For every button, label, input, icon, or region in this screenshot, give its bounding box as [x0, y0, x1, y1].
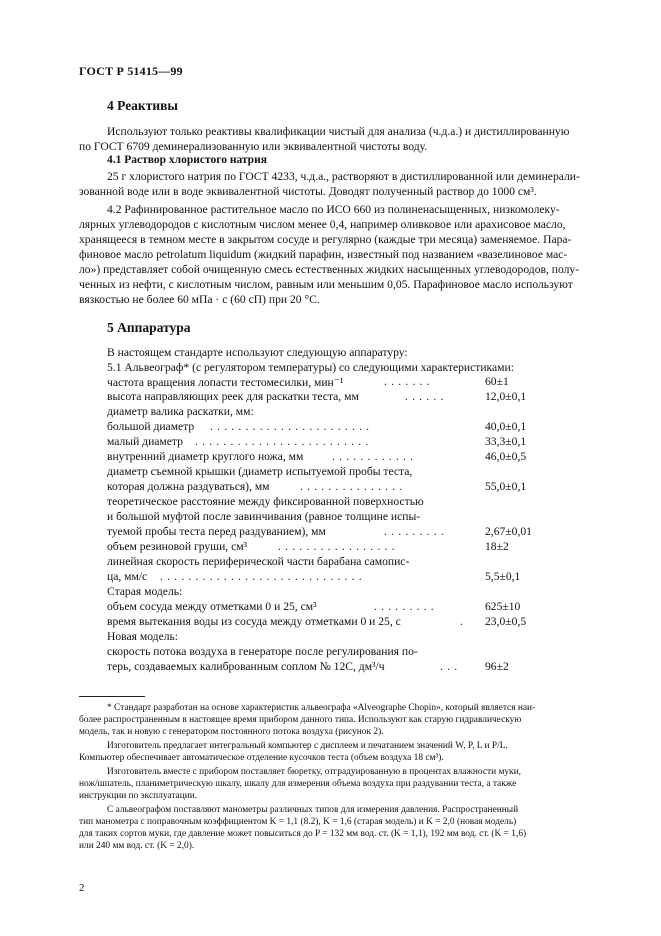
- spec-value: 96±2: [485, 660, 509, 673]
- spec-label: большой диаметр: [107, 420, 195, 433]
- spec-value: 40,0±0,1: [485, 420, 527, 433]
- subsection-5-1: 5.1 Альвеограф* (с регулятором температуры) со следующими характеристиками:: [107, 361, 514, 374]
- leader-dots: .........................: [195, 435, 373, 448]
- footnote-3-line1: Изготовитель вместе с прибором поставляет бюретку, отградуированную в процентах влажности муки,: [107, 767, 521, 777]
- spec-value: 46,0±0,5: [485, 450, 527, 463]
- spec-label: объем сосуда между отметками 0 и 25, см³: [107, 600, 317, 613]
- leader-dots: ......: [405, 390, 448, 403]
- footnote-4-line3: для таких сортов муки, где давление может повыситься до P = 132 мм вод. ст. (K = 1,1), 192 мм вод. ст. (K = 1,6): [79, 829, 527, 839]
- spec-value: 23,0±0,5: [485, 615, 527, 628]
- para-4-2-line3: хранящееся в темном месте в закрытом сосуде и регулярно (каждые три месяца) заменяемое. Пара-: [79, 233, 572, 246]
- footnote-1-line1: * Стандарт разработан на основе характеристик альвеографа «Alveographe Chopin», который является наи-: [107, 703, 536, 713]
- spec-label: терь, создаваемых калиброванным соплом № 12С, дм³/ч: [107, 660, 385, 673]
- spec-label: внутренний диаметр круглого ножа, мм: [107, 450, 304, 463]
- spec-value: 5,5±0,1: [485, 570, 521, 583]
- leader-dots: .........: [384, 525, 448, 538]
- leader-dots: .: [460, 615, 468, 628]
- spec-label: которая должна раздуваться), мм: [107, 480, 270, 493]
- section-5-intro: В настоящем стандарте используют следующую аппаратуру:: [107, 346, 408, 359]
- section-4-title: 4 Реактивы: [107, 98, 178, 113]
- footnote-rule: [79, 696, 145, 697]
- spec-value: 55,0±0,1: [485, 480, 527, 493]
- spec-label: туемой пробы теста перед раздуванием), мм: [107, 525, 326, 538]
- para-4-2-line7: вязкостью не более 60 мПа · с (60 сП) при 20 °С.: [79, 293, 320, 306]
- spec-value: 33,3±0,1: [485, 435, 527, 448]
- leader-dots: .................: [278, 540, 399, 553]
- page-number: 2: [79, 882, 85, 894]
- para-4-1-line1: 25 г хлористого натрия по ГОСТ 4233, ч.д.а., растворяют в дистиллированной или деминерали-: [107, 170, 580, 183]
- leader-dots: .......: [384, 375, 434, 388]
- para-4-2-line2: лярных углеводородов с кислотным числом менее 0,4, например оливковое или арахисовое масло,: [79, 218, 566, 231]
- section-5-title: 5 Аппаратура: [107, 320, 191, 335]
- section-4-intro-line1: Используют только реактивы квалификации чистый для анализа (ч.д.а.) и дистиллированную: [107, 125, 570, 138]
- footnote-4-line1: С альвеографом поставляют манометры различных типов для измерения давления. Распространенный: [107, 805, 519, 815]
- section-4-intro-line2: по ГОСТ 6709 деминерализованную или эквивалентной чистоты воду.: [79, 140, 428, 153]
- footnote-4-line2: тип манометра с поправочным коэффициентом K = 1,1 (8.2), K = 1,6 (старая модель) и K = 2,0 (новая модель): [79, 817, 517, 827]
- document-header: ГОСТ Р 51415—99: [79, 64, 183, 78]
- para-4-2-line6: ченных из нефти, с кислотным числом, равным или меньшим 0,05. Парафиновое масло используют: [79, 278, 573, 291]
- spec-label: диаметр валика раскатки, мм:: [107, 405, 254, 418]
- spec-label: диаметр съемной крышки (диаметр испытуемой пробы теста,: [107, 465, 413, 478]
- para-4-2-line1: 4.2 Рафинированное растительное масло по ИСО 660 из полиненасыщенных, низкомолеку-: [107, 203, 560, 216]
- leader-dots: .......................: [210, 420, 374, 433]
- spec-value: 12,0±0,1: [485, 390, 527, 403]
- spec-label: высота направляющих реек для раскатки теста, мм: [107, 390, 359, 403]
- footnote-2-line1: Изготовитель предлагает интегральный компьютер с дисплеем и печатанием значений W, P, L и P/L.: [107, 741, 508, 751]
- leader-dots: .............................: [160, 570, 366, 583]
- spec-value: 625±10: [485, 600, 521, 613]
- spec-value: 2,67±0,01: [485, 525, 532, 538]
- footnote-4-line4: или 240 мм вод. ст. (K = 2,0).: [79, 841, 195, 851]
- para-4-1-line2: зованной воде или в воде эквивалентной чистоты. Доводят полученный раствор до 1000 см³.: [79, 185, 537, 198]
- spec-label: скорость потока воздуха в генераторе после регулирования по-: [107, 645, 418, 658]
- leader-dots: ...: [440, 660, 462, 673]
- subsection-4-1-title: 4.1 Раствор хлористого натрия: [107, 154, 267, 166]
- spec-label: время вытекания воды из сосуда между отметками 0 и 25, с: [107, 615, 401, 628]
- spec-value: 60±1: [485, 375, 509, 388]
- spec-value: 18±2: [485, 540, 509, 553]
- spec-label: Новая модель:: [107, 630, 179, 643]
- spec-label: теоретическое расстояние между фиксированной поверхностью: [107, 495, 424, 508]
- footnote-2-line2: Компьютер обеспечивает автоматическое отделение кусочков теста (объем воздуха 18 см³).: [79, 753, 444, 763]
- spec-label: и большой муфтой после завинчивания (равное толщине испы-: [107, 510, 421, 523]
- para-4-2-line4: финовое масло petrolatum liquidum (жидкий парафин, известный под названием «вазелиновое мас-: [79, 248, 568, 261]
- spec-label: объем резиновой груши, см³: [107, 540, 248, 553]
- spec-label: малый диаметр: [107, 435, 183, 448]
- leader-dots: ............: [332, 450, 418, 463]
- para-4-2-line5: ло») представляет собой очищенную смесь естественных жидких насыщенных углеводородов, полу-: [79, 263, 580, 276]
- spec-label: Старая модель:: [107, 585, 183, 598]
- leader-dots: ...............: [300, 480, 407, 493]
- footnote-3-line3: инструкции по эксплуатации.: [79, 791, 198, 801]
- spec-label: линейная скорость периферической части барабана самопис-: [107, 555, 410, 568]
- spec-label: ца, мм/с: [107, 570, 148, 583]
- spec-label: частота вращения лопасти тестомесилки, мин⁻¹: [107, 376, 344, 389]
- leader-dots: .........: [374, 600, 438, 613]
- footnote-3-line2: нож/шпатель, планиметрическую шкалу, шкалу для измерения объема воздуха при раздувании теста, а также: [79, 779, 517, 789]
- footnote-1-line3: модель, так и новую с генератором постоянного потока воздуха (рисунок 2).: [79, 727, 384, 737]
- footnote-1-line2: более распространенным в настоящее время прибором данного типа. Используют как старую гидравлическую: [79, 715, 522, 725]
